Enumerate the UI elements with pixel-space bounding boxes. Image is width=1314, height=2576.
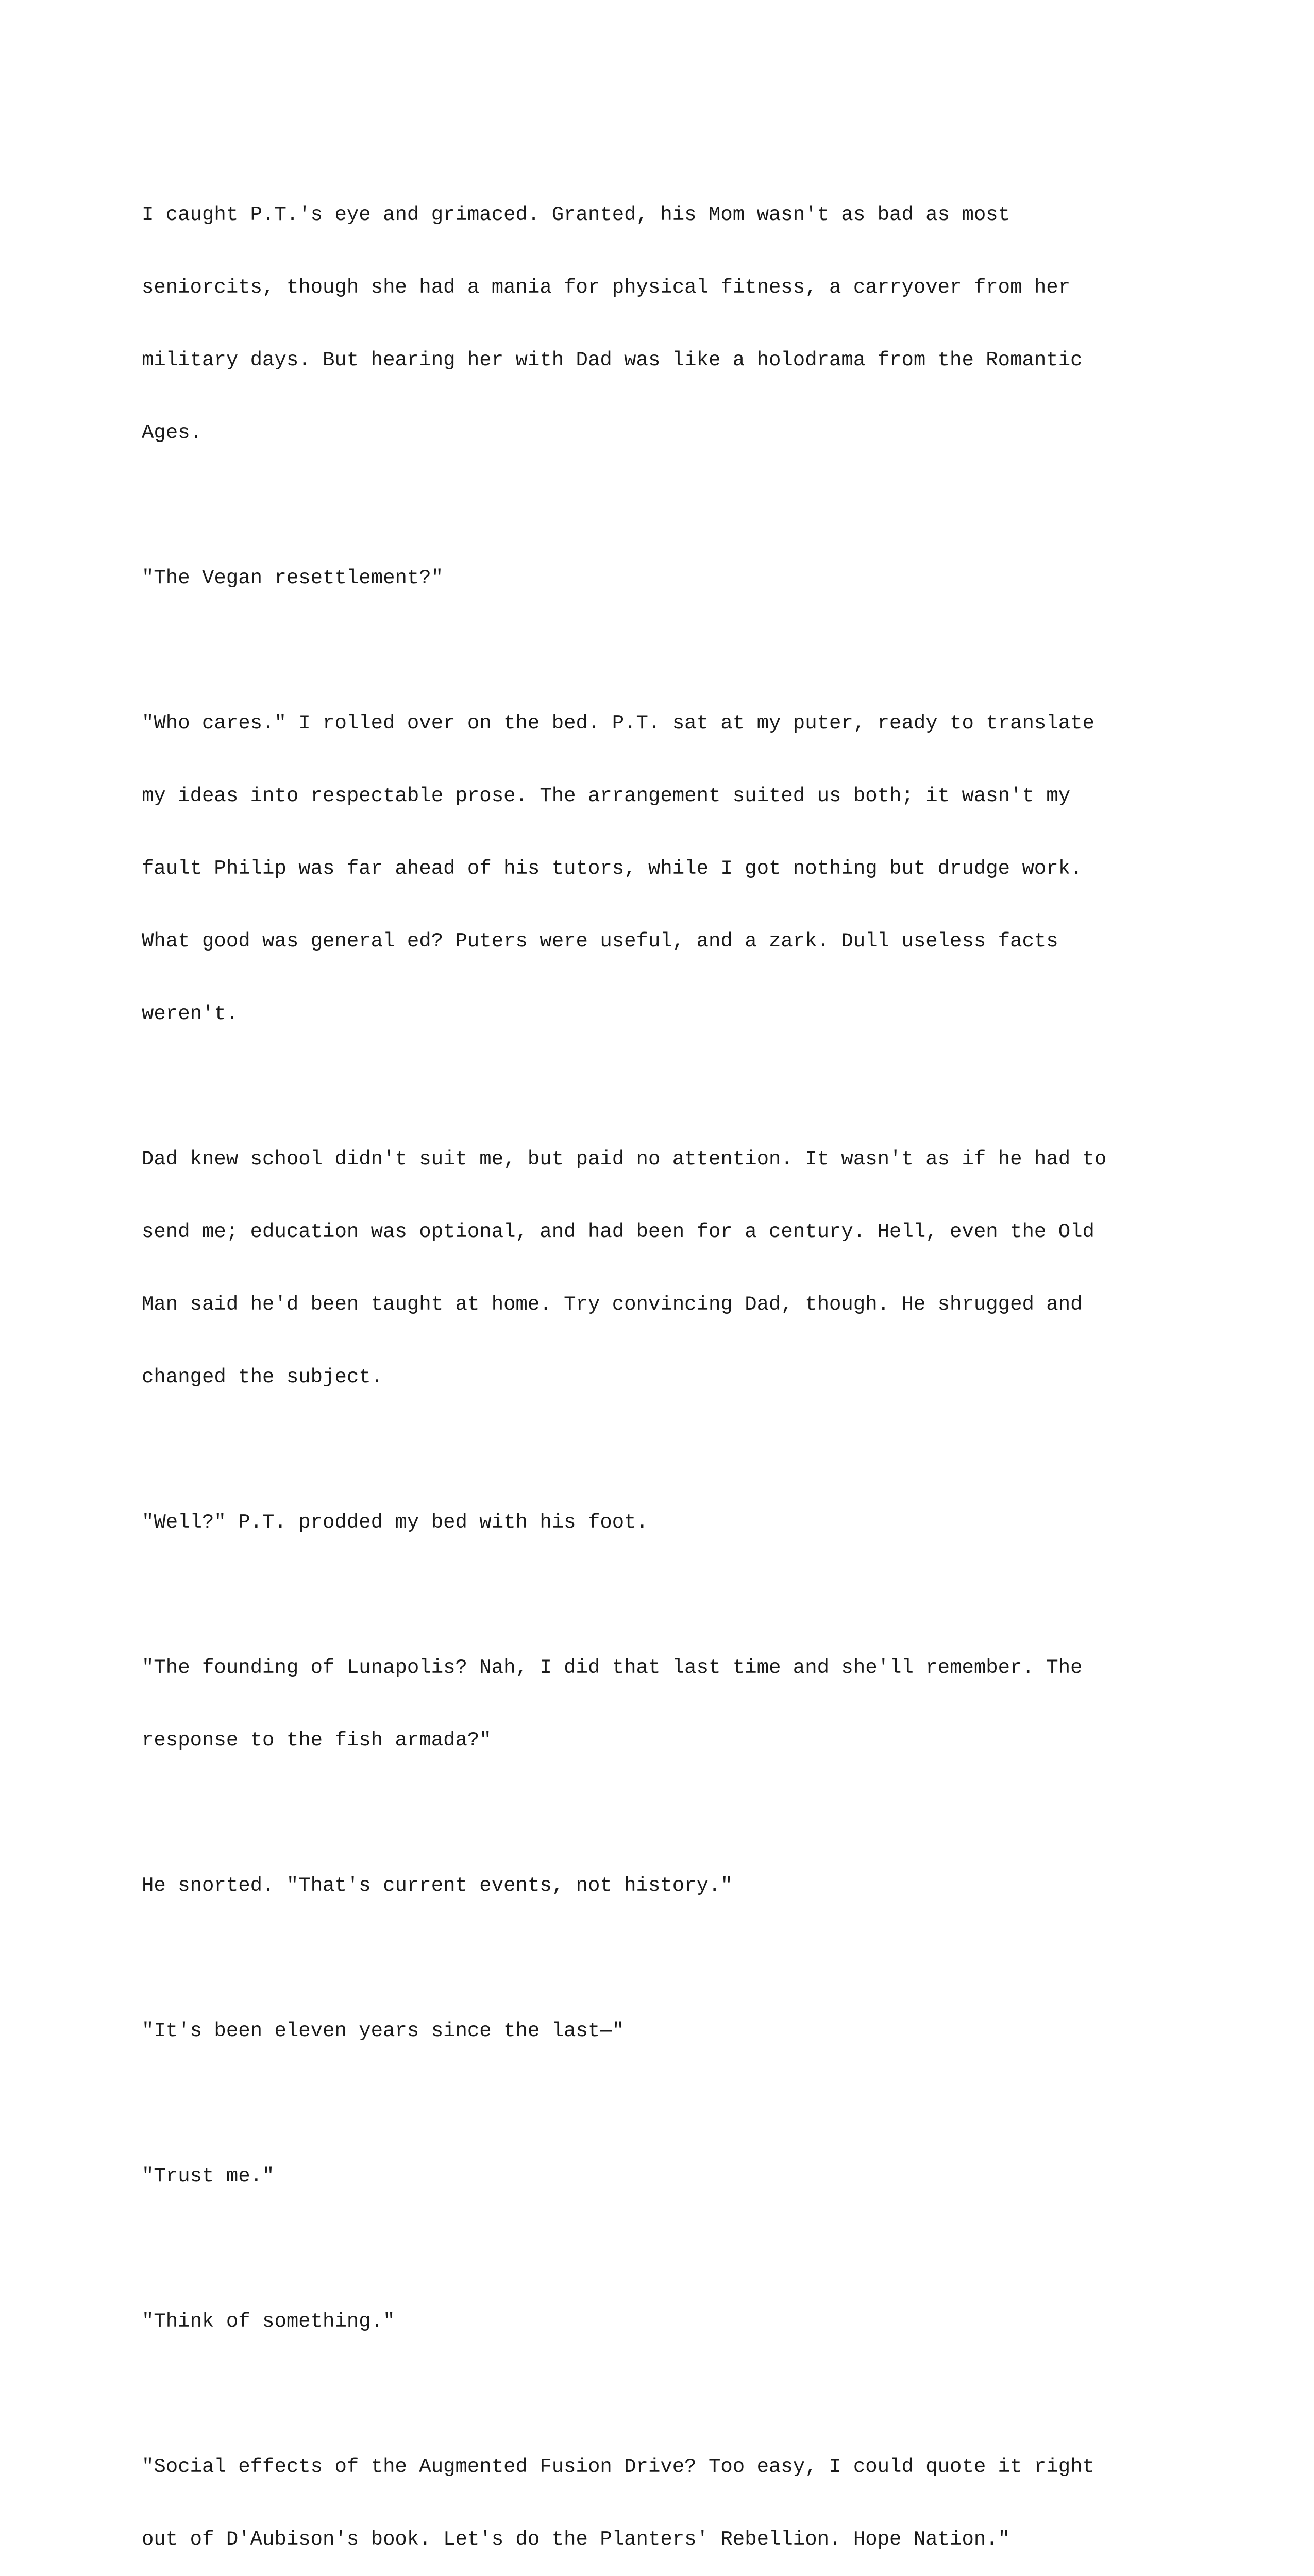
text-line: "Think of something." bbox=[142, 2310, 395, 2333]
paragraph bbox=[142, 2116, 1198, 2237]
text-line: "It's been eleven years since the last—" bbox=[142, 2020, 625, 2042]
text-line: Ages. bbox=[142, 421, 203, 444]
manuscript-page bbox=[142, 155, 1198, 2576]
paragraph bbox=[142, 518, 1198, 639]
text-line: military days. But hearing her with Dad was like a holodrama from the Romantic bbox=[142, 349, 1083, 371]
text-line: "The founding of Lunapolis? Nah, I did that last time and she'll remember. The bbox=[142, 1656, 1083, 1679]
text-line: my ideas into respectable prose. The arrangement suited us both; it wasn't my bbox=[142, 785, 1071, 807]
paragraph bbox=[142, 1607, 1198, 1801]
text-line: "The Vegan resettlement?" bbox=[142, 567, 444, 589]
text-line: "Trust me." bbox=[142, 2165, 275, 2188]
text-line: seniorcits, though she had a mania for physical fitness, a carryover from her bbox=[142, 276, 1071, 299]
paragraph bbox=[142, 2261, 1198, 2382]
text-line: What good was general ed? Puters were useful, and a zark. Dull useless facts bbox=[142, 930, 1058, 953]
text-line: send me; education was optional, and had been for a century. Hell, even the Old bbox=[142, 1221, 1094, 1243]
paragraph bbox=[142, 2406, 1198, 2576]
text-line: changed the subject. bbox=[142, 1366, 383, 1388]
text-line: fault Philip was far ahead of his tutors, while I got nothing but drudge work. bbox=[142, 857, 1083, 880]
text-line: weren't. bbox=[142, 1003, 239, 1025]
text-line: "Social effects of the Augmented Fusion Drive? Too easy, I could quote it right bbox=[142, 2455, 1094, 2478]
text-line: He snorted. "That's current events, not history." bbox=[142, 1874, 733, 1897]
paragraph bbox=[142, 1825, 1198, 1946]
text-line: out of D'Aubison's book. Let's do the Planters' Rebellion. Hope Nation." bbox=[142, 2528, 1010, 2551]
paragraph bbox=[142, 155, 1198, 494]
text-line: "Well?" P.T. prodded my bed with his foot. bbox=[142, 1511, 648, 1534]
text-line: I caught P.T.'s eye and grimaced. Granted, his Mom wasn't as bad as most bbox=[142, 204, 1010, 226]
text-line: "Who cares." I rolled over on the bed. P.T. sat at my puter, ready to translate bbox=[142, 712, 1094, 735]
paragraph bbox=[142, 663, 1198, 1075]
paragraph bbox=[142, 1971, 1198, 2092]
text-line: Man said he'd been taught at home. Try convincing Dad, though. He shrugged and bbox=[142, 1293, 1083, 1316]
text-line: Dad knew school didn't suit me, but paid no attention. It wasn't as if he had to bbox=[142, 1148, 1107, 1171]
text-line: response to the fish armada?" bbox=[142, 1729, 492, 1752]
paragraph bbox=[142, 1099, 1198, 1438]
paragraph bbox=[142, 1462, 1198, 1583]
